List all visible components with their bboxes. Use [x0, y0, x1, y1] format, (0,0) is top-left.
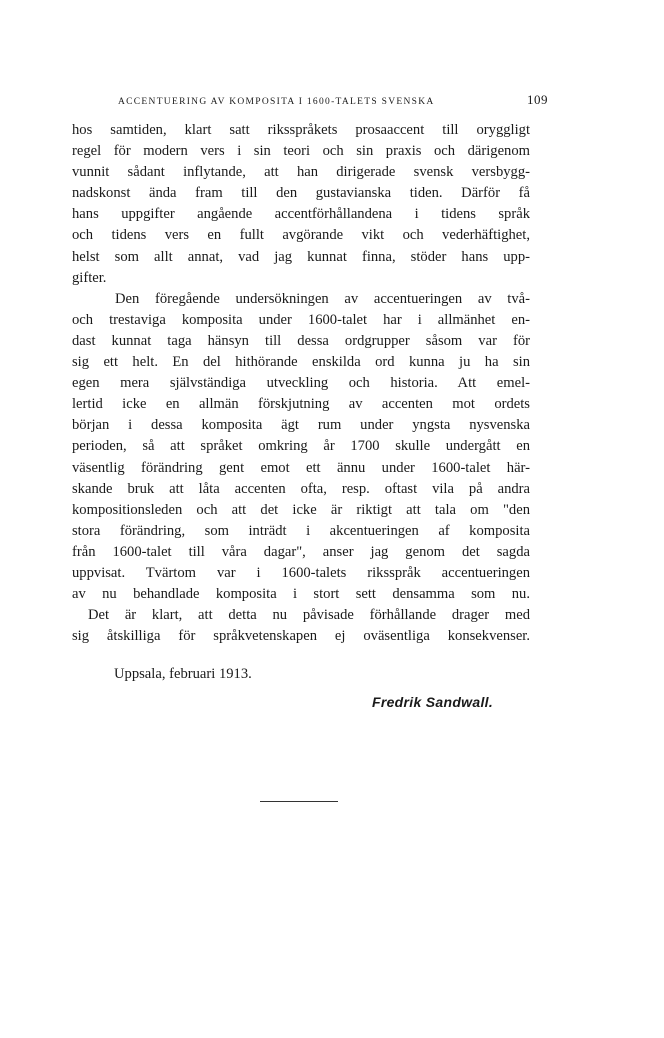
body-line: Det är klart, att detta nu påvisade förhållande drager med	[88, 607, 530, 624]
body-line: lertid icke en allmän förskjutning av accenten mot ordets	[72, 396, 530, 413]
body-line: regel för modern vers i sin teori och sin praxis och därigenom	[72, 143, 530, 160]
body-line: början i dessa komposita ägt rum under yngsta nysvenska	[72, 417, 530, 434]
body-line: dast kunnat taga hänsyn till dessa ordgrupper såsom var för	[72, 332, 530, 349]
body-line: från 1600-talet till våra dagar", anser jag genom det sagda	[72, 543, 530, 560]
body-line: perioden, så att språket omkring år 1700 skulle undergått en	[72, 438, 530, 455]
body-line: av nu behandlade komposita i stort sett densamma som nu.	[72, 586, 530, 603]
body-line: egen mera självständiga utveckling och historia. Att emel-	[72, 375, 530, 392]
body-line: hans uppgifter angående accentförhållandena i tidens språk	[72, 206, 530, 223]
dateline: Uppsala, februari 1913.	[114, 666, 252, 682]
body-line: väsentlig förändring gent emot ett ännu under 1600-talet här-	[72, 459, 530, 476]
body-line: skande bruk att låta accenten ofta, resp. oftast vila på andra	[72, 480, 530, 497]
body-line: och trestaviga komposita under 1600-talet har i allmänhet en-	[72, 311, 530, 328]
body-line: hos samtiden, klart satt riksspråkets prosaaccent till oryggligt	[72, 122, 530, 138]
body-text	[72, 120, 530, 647]
author-signature: Fredrik Sandwall.	[372, 694, 494, 710]
body-line: stora förändring, som inträdt i akcentueringen af komposita	[72, 522, 530, 539]
body-line: uppvisat. Tvärtom var i 1600-talets riksspråk accentueringen	[72, 564, 530, 581]
body-line: helst som allt annat, vad jag kunnat finna, stöder hans upp-	[72, 248, 530, 265]
body-line: Den föregående undersökningen av accentueringen av två-	[115, 290, 530, 307]
body-line: gifter.	[72, 269, 107, 286]
body-line: nadskonst ända fram till den gustavianska tiden. Därför få	[72, 185, 530, 202]
end-rule-divider	[260, 801, 338, 802]
running-head	[118, 92, 548, 108]
body-line: sig åtskilliga för språkvetenskapen ej oväsentliga konsekvenser.	[72, 628, 530, 645]
body-line: och tidens vers en fullt avgörande vikt och vederhäftighet,	[72, 227, 530, 244]
body-line: kompositionsleden och att det icke är riktigt att tala om "den	[72, 501, 530, 518]
page-number: 109	[527, 92, 548, 107]
body-line: vunnit sådant inflytande, att han dirigerade svensk versbygg-	[72, 164, 530, 181]
body-line: sig ett helt. En del hithörande enskilda ord kunna ju ha sin	[72, 354, 530, 371]
running-title: ACCENTUERING AV KOMPOSITA I 1600-TALETS SVENSKA	[118, 97, 435, 107]
